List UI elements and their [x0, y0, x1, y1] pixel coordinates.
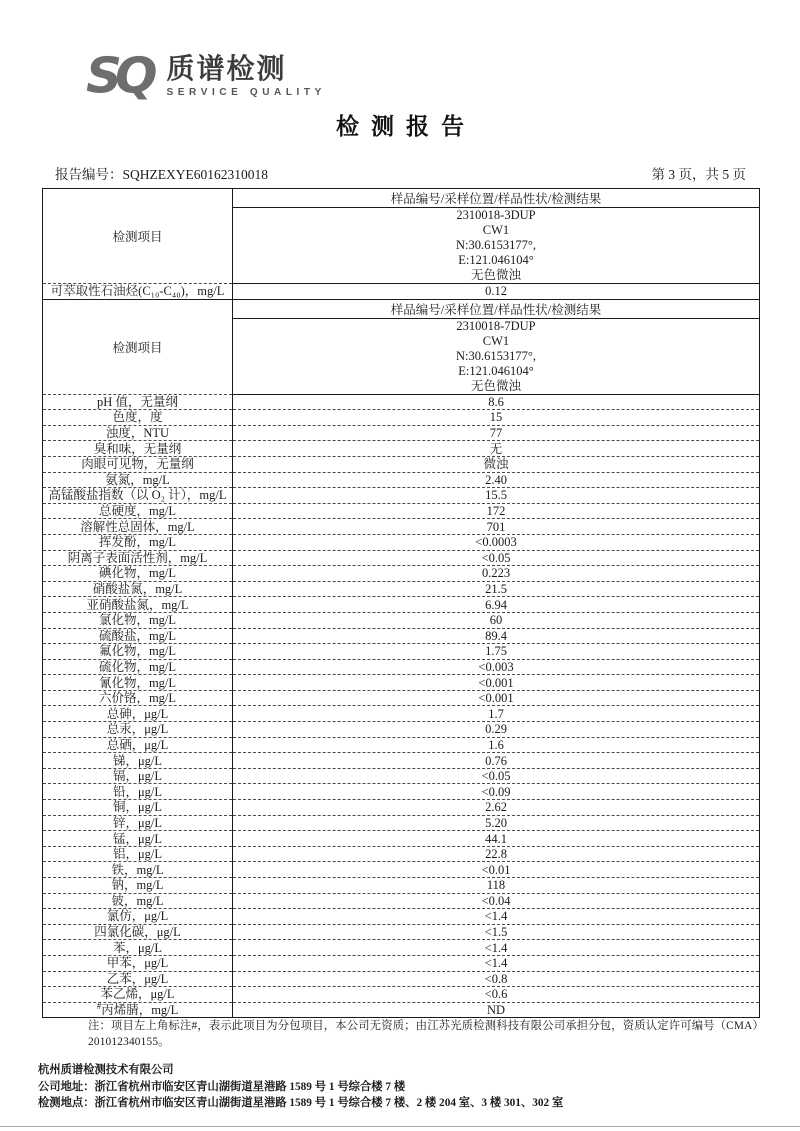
parameter-label: 碘化物，mg/L — [43, 566, 233, 582]
parameter-label: 硫化物，mg/L — [43, 659, 233, 675]
table-row — [43, 800, 760, 816]
footer-block — [38, 1062, 768, 1112]
parameter-value: <1.5 — [233, 924, 760, 940]
table-row — [43, 909, 760, 925]
parameter-label: 高锰酸盐指数（以 O₂ 计），mg/L — [43, 488, 233, 504]
subcontract-marker: # — [96, 1002, 102, 1011]
report-meta-row — [0, 163, 800, 183]
parameter-value: 44.1 — [233, 831, 760, 847]
results-table — [42, 188, 760, 1018]
table-row — [43, 659, 760, 675]
parameter-value: <1.4 — [233, 955, 760, 971]
parameter-label: 浊度，NTU — [43, 425, 233, 441]
table-row — [43, 940, 760, 956]
test-items-header-cell: 检测项目 — [43, 189, 233, 284]
sample-info-line: N:30.6153177°, — [456, 348, 536, 363]
section-header-row — [43, 299, 760, 318]
parameter-label: 乙苯，μg/L — [43, 971, 233, 987]
parameter-label: 阴离子表面活性剂，mg/L — [43, 550, 233, 566]
parameter-label: 色度，度 — [43, 410, 233, 426]
table-row — [43, 862, 760, 878]
table-row — [43, 737, 760, 753]
parameter-value: <0.05 — [233, 768, 760, 784]
table-row — [43, 503, 760, 519]
parameter-value: <0.001 — [233, 690, 760, 706]
footer-test-location: 检测地点：浙江省杭州市临安区青山湖街道星港路 1589 号 1 号综合楼 7 楼、2 楼 204 室、3 楼 301、302 室 — [38, 1097, 564, 1109]
table-row — [43, 893, 760, 909]
parameter-value: <0.01 — [233, 862, 760, 878]
table-row — [43, 550, 760, 566]
table-row — [43, 472, 760, 488]
table-row — [43, 768, 760, 784]
parameter-label: 锌，μg/L — [43, 815, 233, 831]
parameter-value: <0.09 — [233, 784, 760, 800]
parameter-label: 铜，μg/L — [43, 800, 233, 816]
parameter-label: 锰，μg/L — [43, 831, 233, 847]
parameter-value: 89.4 — [233, 628, 760, 644]
parameter-value: 2.40 — [233, 472, 760, 488]
parameter-label: 四氯化碳，μg/L — [43, 924, 233, 940]
table-row — [43, 488, 760, 504]
table-row — [43, 955, 760, 971]
sample-info-line: CW1 — [482, 223, 510, 237]
page-bottom-edge — [0, 1126, 800, 1127]
parameter-value: 701 — [233, 519, 760, 535]
parameter-label: 苯，μg/L — [43, 940, 233, 956]
parameter-label: 总汞，μg/L — [43, 722, 233, 738]
report-number-label: 报告编号： — [55, 167, 123, 182]
company-logo — [86, 47, 326, 105]
parameter-value: 5.20 — [233, 815, 760, 831]
parameter-label: 氰化物，mg/L — [43, 675, 233, 691]
sample-info-line: 无色微浊 — [470, 268, 521, 282]
parameter-value: 0.76 — [233, 753, 760, 769]
parameter-label: 总硒，μg/L — [43, 737, 233, 753]
table-row — [43, 971, 760, 987]
brand-name: 质谱检测 — [166, 53, 287, 84]
table-row — [43, 519, 760, 535]
parameter-label: 肉眼可见物，无量纲 — [43, 456, 233, 472]
parameter-label: 铍，mg/L — [43, 893, 233, 909]
parameter-label: 挥发酚，mg/L — [43, 534, 233, 550]
table-row — [43, 410, 760, 426]
parameter-label: 铅，μg/L — [43, 784, 233, 800]
brand-tagline: SERVICE QUALITY — [166, 87, 326, 98]
table-row — [43, 581, 760, 597]
parameter-label: 氟化物，mg/L — [43, 644, 233, 660]
parameter-value: 无 — [233, 441, 760, 457]
test-items-header-cell: 检测项目 — [43, 299, 233, 394]
parameter-value: 172 — [233, 503, 760, 519]
parameter-label: 硫酸盐，mg/L — [43, 628, 233, 644]
footer-company-address: 公司地址：浙江省杭州市临安区青山湖街道星港路 1589 号 1 号综合楼 7 楼 — [38, 1080, 406, 1093]
parameter-label: 总硬度，mg/L — [43, 503, 233, 519]
parameter-label: 钠，mg/L — [43, 878, 233, 894]
parameter-value: <1.4 — [233, 940, 760, 956]
sample-info-cell — [233, 208, 760, 284]
parameter-label: 臭和味，无量纲 — [43, 441, 233, 457]
parameter-label: 溶解性总固体，mg/L — [43, 519, 233, 535]
table-row — [43, 441, 760, 457]
table-row — [43, 722, 760, 738]
table-row — [43, 675, 760, 691]
table-row — [43, 987, 760, 1003]
table-row — [43, 831, 760, 847]
report-number — [55, 163, 268, 183]
table-row — [43, 706, 760, 722]
parameter-label: 苯乙烯，μg/L — [43, 987, 233, 1003]
parameter-label: 铝，μg/L — [43, 846, 233, 862]
table-row — [43, 597, 760, 613]
table-row — [43, 690, 760, 706]
sample-info-column-header: 样品编号/采样位置/样品性状/检测结果 — [233, 189, 760, 208]
parameter-value: 1.7 — [233, 706, 760, 722]
parameter-value: 0.223 — [233, 566, 760, 582]
table-row — [43, 784, 760, 800]
parameter-label: 总砷，μg/L — [43, 706, 233, 722]
parameter-value: 微浊 — [233, 456, 760, 472]
sample-info-line: 2310018-3DUP — [456, 208, 536, 222]
sample-info-line: N:30.6153177°, — [456, 238, 536, 252]
page-title: 检测报告 — [336, 113, 476, 139]
sample-info-line: 无色微浊 — [470, 378, 521, 393]
parameter-value: 8.6 — [233, 394, 760, 410]
table-row — [43, 753, 760, 769]
parameter-value: <0.8 — [233, 971, 760, 987]
parameter-value: 0.12 — [233, 284, 760, 300]
parameter-label: 可萃取性石油烃(C₁₀-C₄₀)，mg/L — [43, 284, 233, 300]
parameter-value: 22.8 — [233, 846, 760, 862]
report-number-value: SQHZEXYE60162310018 — [122, 167, 268, 182]
parameter-value: <0.001 — [233, 675, 760, 691]
parameter-label: 六价铬，mg/L — [43, 690, 233, 706]
parameter-label: 镉，μg/L — [43, 768, 233, 784]
parameter-label: pH 值，无量纲 — [43, 394, 233, 410]
parameter-value: <0.04 — [233, 893, 760, 909]
table-row — [43, 1002, 760, 1018]
table-row — [43, 815, 760, 831]
section-header-row — [43, 189, 760, 208]
parameter-value: <0.003 — [233, 659, 760, 675]
footer-company-name: 杭州质谱检测技术有限公司 — [38, 1064, 174, 1076]
parameter-label: 氨氮，mg/L — [43, 472, 233, 488]
parameter-value: <0.0003 — [233, 534, 760, 550]
table-row — [43, 394, 760, 410]
sample-info-line: 2310018-7DUP — [456, 318, 536, 333]
parameter-value: 15.5 — [233, 488, 760, 504]
parameter-value: 1.6 — [233, 737, 760, 753]
subcontract-note: 注：项目左上角标注#，表示此项目为分包项目，本公司无资质；由江苏光质检测科技有限公司承担分包，资质认定许可编号（CMA）201012340155。 — [88, 1020, 759, 1048]
brand-block — [167, 54, 326, 98]
sample-info-line: E:121.046104° — [458, 253, 534, 267]
sq-logo-icon: SQ — [86, 47, 151, 105]
table-row — [43, 644, 760, 660]
results-table-body — [43, 189, 760, 1018]
parameter-value: <0.05 — [233, 550, 760, 566]
sample-info-line: E:121.046104° — [458, 363, 534, 378]
parameter-label: 氯仿，μg/L — [43, 909, 233, 925]
parameter-label: 锑，μg/L — [43, 753, 233, 769]
parameter-value: <0.6 — [233, 987, 760, 1003]
sample-info-line: CW1 — [482, 333, 510, 348]
parameter-value: 6.94 — [233, 597, 760, 613]
table-row — [43, 534, 760, 550]
sample-info-column-header: 样品编号/采样位置/样品性状/检测结果 — [233, 299, 760, 318]
parameter-value: 0.29 — [233, 722, 760, 738]
parameter-label: 亚硝酸盐氮，mg/L — [43, 597, 233, 613]
parameter-label: 甲苯，μg/L — [43, 955, 233, 971]
table-row — [43, 612, 760, 628]
parameter-label: #丙烯腈，mg/L — [43, 1002, 233, 1018]
table-row — [43, 284, 760, 300]
parameter-value: 1.75 — [233, 644, 760, 660]
table-row — [43, 628, 760, 644]
parameter-label: 硝酸盐氮，mg/L — [43, 581, 233, 597]
table-row — [43, 846, 760, 862]
table-row — [43, 456, 760, 472]
table-row — [43, 878, 760, 894]
table-row — [43, 566, 760, 582]
parameter-value: 77 — [233, 425, 760, 441]
parameter-value: 118 — [233, 878, 760, 894]
parameter-value: 21.5 — [233, 581, 760, 597]
parameter-value: ND — [233, 1002, 760, 1018]
parameter-value: 60 — [233, 612, 760, 628]
parameter-value: 2.62 — [233, 800, 760, 816]
parameter-value: 15 — [233, 410, 760, 426]
table-row — [43, 425, 760, 441]
parameter-label: 氯化物，mg/L — [43, 612, 233, 628]
sample-info-cell — [233, 318, 760, 394]
page-indicator: 第 3 页，共 5 页 — [651, 167, 746, 182]
table-row — [43, 924, 760, 940]
parameter-label: 铁，mg/L — [43, 862, 233, 878]
parameter-value: <1.4 — [233, 909, 760, 925]
